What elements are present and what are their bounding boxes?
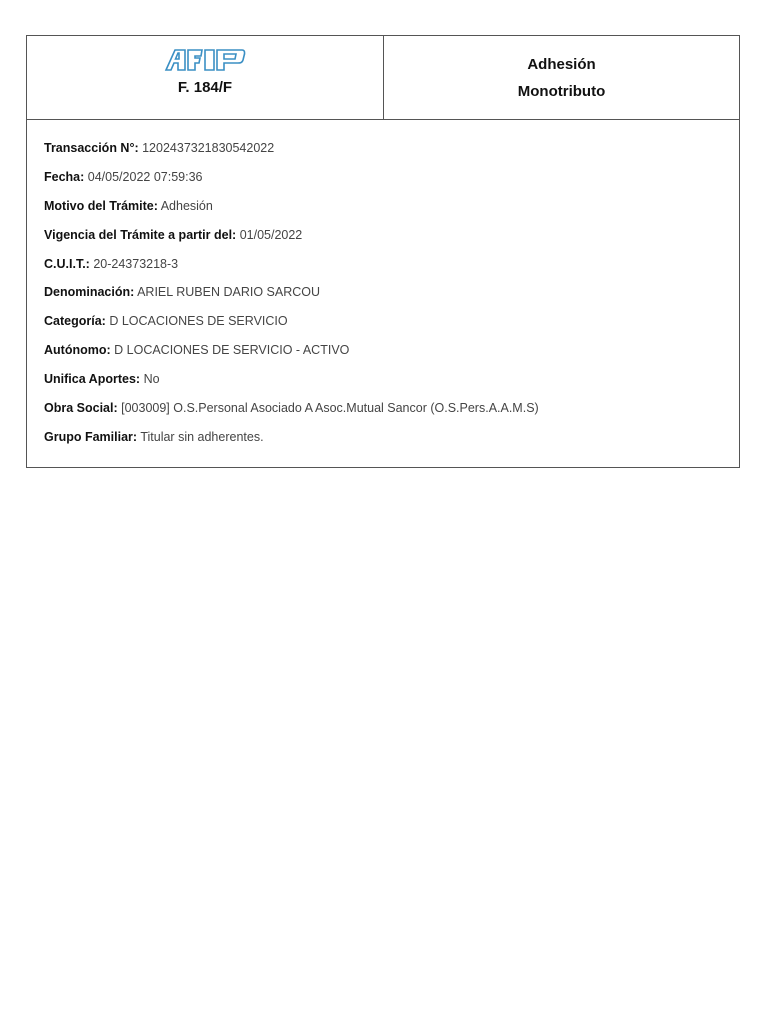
title-line-1: Adhesión: [527, 55, 596, 73]
field-value: 1202437321830542022: [142, 141, 275, 155]
field-label: Fecha:: [44, 169, 85, 184]
field-label: Vigencia del Trámite a partir del:: [44, 227, 237, 242]
field-fecha: [44, 163, 739, 192]
field-value: Titular sin adherentes.: [140, 429, 264, 444]
field-grupo-familiar: [44, 423, 739, 452]
field-value: No: [143, 372, 160, 387]
field-vigencia: [44, 221, 739, 250]
field-value: Adhesión: [160, 198, 213, 213]
field-value: ARIEL RUBEN DARIO SARCOU: [137, 285, 320, 300]
field-label: Transacción N°:: [44, 141, 139, 155]
title-line-2: Monotributo: [517, 82, 606, 100]
field-label: Autónomo:: [44, 343, 111, 358]
header-title-cell: [384, 36, 739, 119]
field-unifica-aportes: [44, 365, 739, 394]
afip-logo: [164, 48, 246, 72]
field-value: D LOCACIONES DE SERVICIO: [109, 314, 288, 329]
header-left-cell: [27, 36, 384, 119]
document-card: [26, 35, 740, 468]
field-value: 04/05/2022 07:59:36: [87, 169, 203, 184]
field-label: Categoría:: [44, 314, 106, 329]
field-value: [003009] O.S.Personal Asociado A Asoc.Mutual Sancor (O.S.Pers.A.A.M.S): [121, 401, 539, 416]
field-denominacion: [44, 278, 739, 307]
field-value: D LOCACIONES DE SERVICIO - ACTIVO: [114, 343, 350, 358]
field-cuit: [44, 250, 739, 279]
field-label: Obra Social:: [44, 401, 118, 416]
field-label: Denominación:: [44, 285, 135, 300]
field-transaccion: [44, 134, 739, 163]
field-value: 20-24373218-3: [93, 256, 179, 271]
field-value: 01/05/2022: [239, 227, 303, 242]
document-header: [27, 36, 739, 120]
fields-list: [27, 120, 739, 452]
field-label: Unifica Aportes:: [44, 372, 141, 387]
field-label: Motivo del Trámite:: [44, 198, 158, 213]
field-label: Grupo Familiar:: [44, 429, 138, 444]
field-label: C.U.I.T.:: [44, 256, 90, 271]
form-code: F. 184/F: [177, 79, 233, 96]
field-autonomo: [44, 336, 739, 365]
field-categoria: [44, 307, 739, 336]
field-obra-social: [44, 394, 739, 423]
field-motivo: [44, 192, 739, 221]
